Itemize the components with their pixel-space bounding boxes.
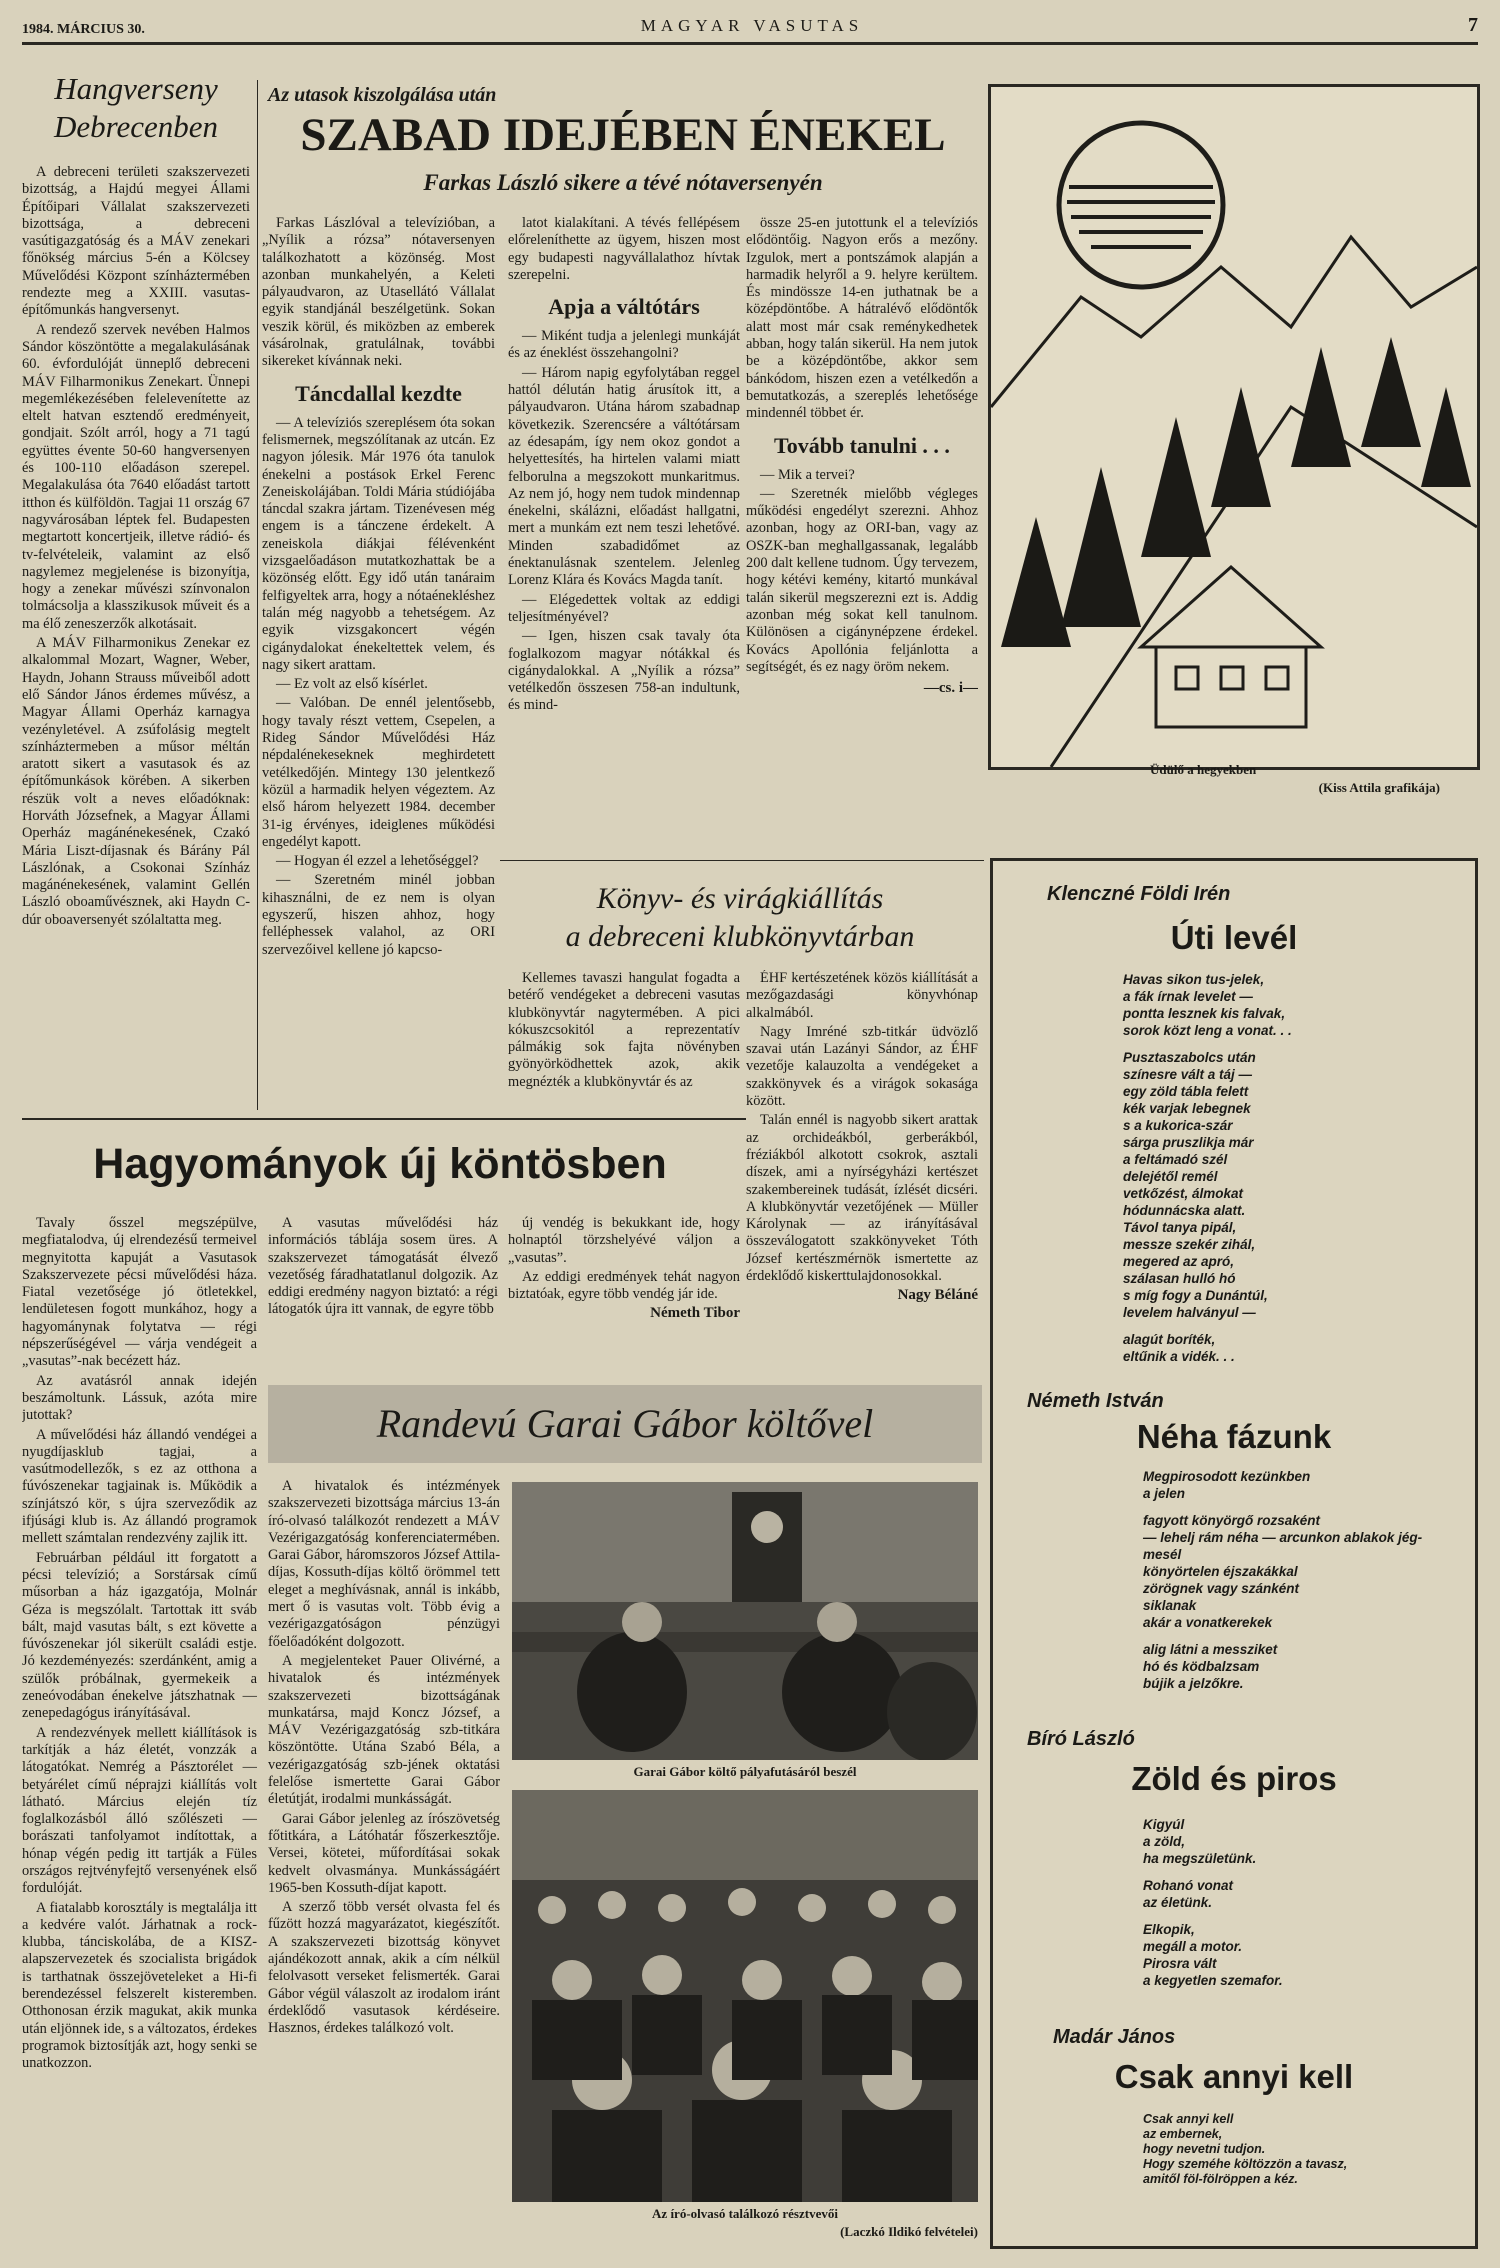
stanza <box>1123 971 1453 1039</box>
poem-line: az embernek, <box>1143 2127 1223 2141</box>
issue-date: 1984. MÁRCIUS 30. <box>22 22 145 37</box>
books-title <box>500 880 980 956</box>
poem-line: delejétől remél <box>1123 1169 1218 1184</box>
paragraph: — Szeretném minél jobban kihasználni, de ez nem is olyan egyszerű, hiszen ahhoz, hogy felléphessek valahol, az ORI szervezőivel kellene jó kapcso- <box>262 872 495 958</box>
paragraph: — Valóban. De ennél jelentősebb, hogy tavaly részt vettem, Csepelen, a Rideg Sándor Művelődési Ház népdalénekeseknek meghirdetett vetélkedőjén. Mintegy 130 jelentkező közül a harmadik helyen végeztem. Az első három helyezett 1984. december 31-ig érvényes, ideiglenes működési engedélyt kapott. <box>262 695 495 850</box>
section-rule-2 <box>500 860 984 861</box>
poem-line: s míg fogy a Dunántúl, <box>1123 1288 1268 1303</box>
poem-line: Megpirosodott kezünkben <box>1143 1469 1311 1484</box>
tradition-signature: Németh Tibor <box>650 1305 740 1322</box>
poem-line: Hogy szeméhe költözzön a tavasz, <box>1143 2157 1348 2171</box>
concert-title-line2: Debrecenben <box>53 109 219 144</box>
column-rule <box>257 80 258 1110</box>
tradition-column-2 <box>268 1215 498 1365</box>
poem-line: fagyott könyörgő rozsaként <box>1143 1513 1321 1528</box>
poem-body <box>1143 2112 1463 2187</box>
poem-line: színesre vált a táj — <box>1123 1067 1253 1082</box>
tree <box>1361 337 1421 447</box>
poem-title: Néha fázunk <box>1136 1418 1332 1455</box>
paragraph: Talán ennél is nagyobb sikert arattak az orchideákból, gerberákból, fréziákból alkotott csokrok, asztali díszek, ami a nyírségyházi kertészet szakembereinek tudását, ízlését dicséri. A klubkönyvtár vezetőjének — Müller Károlynak — az irányításával összeválogatott szakkönyveket Tóth József kertészmérnök ismertette az érdeklődő kiskerttulajdonosokkal. <box>746 1112 978 1285</box>
paragraph: Nagy Imréné szb-titkár üdvözlő szavai után Lazányi Sándor, az ÉHF vezetője kalauzolta a vendégeket a szakkönyvek és a virágok sokasága között. <box>746 1023 978 1110</box>
paragraph: — Igen, hiszen csak tavaly óta foglalkozom magyar nótákkal és cigánydalokkal. A „Nyílik a rózsa” vetélkedőn összesen 758-an indultunk, és mind- <box>508 628 740 714</box>
poem-author: Klenczné Földi Irén <box>1047 883 1231 905</box>
poem-line: ha megszületünk. <box>1143 1851 1257 1866</box>
stanza <box>1123 1049 1453 1321</box>
paragraph: ÉHF kertészetének közös kiállítását a mezőgazdasági könyvhónap alkalmából. <box>746 970 978 1021</box>
randevu-banner <box>268 1385 982 1463</box>
poem-line: levelem halványul — <box>1123 1305 1256 1320</box>
poem-box-2 <box>990 1378 1478 1711</box>
lead-signature: —cs. i— <box>923 680 978 697</box>
poem-line: amitől föl-fölröppen a kéz. <box>1143 2172 1298 2186</box>
lead-column-2 <box>508 215 740 840</box>
poem-line: zörögnek vagy szánként <box>1143 1581 1300 1596</box>
photo2-caption: Az író-olvasó találkozó résztvevői <box>652 2206 838 2221</box>
paragraph: — Miként tudja a jelenlegi munkáját és az éneklést összehangolni? <box>508 328 740 362</box>
randevu-text <box>268 1478 500 2258</box>
paragraph: A MÁV Filharmonikus Zenekar ez alkalommal Mozart, Wagner, Weber, Haydn, Johann Strauss műveiből adott elő Sándor János érdemes művész, a Magyar Állami Operház karnagya vezényletével. A zsúfolásig megtelt színháztermeben a műsor méltán aratott sikert a vasutasok és az építőmunkások körében. A sikerben részük volt a neves előadóknak: Horváth Józsefnek, a Magyar Állami Operház magánénekesének, Czakó Mária Liszt-díjasnak és Bárány Pál Lászlónak, a Csokonai Színház magánénekesének, valamint Gellén László oboaművésznek, aki Haydn C-dúr oboaversenyét szólaltatta meg. <box>22 635 250 928</box>
poem-line: Pirosra vált <box>1143 1956 1217 1971</box>
books-signature: Nagy Béláné <box>897 1287 978 1304</box>
poem-line: hogy nevetni tudjon. <box>1143 2142 1266 2156</box>
poem-line: megered az apró, <box>1123 1254 1235 1269</box>
mountain-line <box>991 237 1477 407</box>
books-column-1 <box>508 970 740 1110</box>
paragraph: A vasutas művelődési ház információs táblája sosem üres. A szakszervezet támogatását élvező vezetőség fáradhatatlanul dolgozik. Az eddigi eredmény nagyon biztató: a régi látogatók újra itt vannak, de egyre több <box>268 1215 498 1318</box>
paragraph: — A televíziós szereplésem óta sokan felismernek, megszólítanak az utcán. Ez nagyon jólesik. Már 1976 óta tanulok énekelni a postások Erkel Ferenc Zeneiskolájában. Toldi Mária stúdiójába táncdal szakra jártam. Tizenévesen még engem is a tánczene érdekelt. A zeneiskola diákjai félévenként vizsgaelőadáson mutatkozhattak be a közönség előtt. Egy idő után tanáraim felfigyeltek arra, hogy a nótaénekléshez talán még nagyobb a tehetségem. Az egyik vizsgakoncert végén cigánydalokat énekeltettek velem, és nagy sikert arattam. <box>262 414 495 673</box>
tradition-column-1 <box>22 1215 257 2255</box>
stanza <box>1143 1468 1463 1502</box>
paragraph: A rendezvények mellett kiállítások is tarkítják a ház életét, vonzzák a látogatókat. Nemrég a Pásztorélet — betyárélet című néprajzi kiállítás volt látható. Március elején tíz foglalkozásból álló szőlészeti — borászati tanfolyamot indítottak, a hónap végén pedig itt tartják a Füles országos rejtvényfejtő versenyének első fordulóját. <box>22 1724 257 1897</box>
tradition-title: Hagyományok új köntösben <box>93 1140 667 1188</box>
poem-line: alig látni a messziket <box>1143 1642 1278 1657</box>
tree <box>1061 467 1141 627</box>
paragraph: — Szeretnék mielőbb végleges működési engedélyt szerezni. Ahhoz azonban, hogy az ORI-ban, vagy az OSZK-ban meghallgassanak, legalább 200 dalt kellene tudnom. Úgy tervezem, hogy kétévi kemény, kitartó munkával talán sikerül megszerezni ezt is. Addig azonban még sokat kell tanulnom. Különösen a cigánynépzene érdekel. Kovács Apollónia feljánlotta a segítségét, és ez nagy öröm nekem. <box>746 485 978 675</box>
photo-garai-speaking <box>512 1482 978 1760</box>
page-header <box>22 10 1478 42</box>
poem-line: Rohanó vonat <box>1143 1878 1233 1893</box>
poem-line: mesél <box>1143 1547 1182 1562</box>
poem-line: az életünk. <box>1143 1895 1213 1910</box>
poem-author: Bíró László <box>1027 1728 1135 1750</box>
poem-line: alagút boríték, <box>1123 1332 1216 1347</box>
paragraph: Farkas Lászlóval a televízióban, a „Nyílik a rózsa” nótaversenyen találkozhatott a közönség. Most azonban munkahelyén, a Keleti pályaudvaron, az Utasellátó Vállalat egyik standjánál beszélgetünk. Sokan veszik körül, és miközben az emberek vásárolnak, gratulálnak, további sikereket kívánnak neki. <box>262 215 495 370</box>
lead-kicker: Az utasok kiszolgálása után <box>268 84 497 106</box>
poem-line: sorok közt leng a vonat. . . <box>1123 1023 1292 1038</box>
paragraph: — Hogyan él ezzel a lehetőséggel? <box>276 853 479 870</box>
paragraph: — Ez volt az első kísérlet. <box>276 676 428 693</box>
paragraph: latot kialakítani. A tévés fellépésem előreleníthette az ügyem, hiszen most egy budapesti nagyvállalathoz hívtak szerepelni. <box>508 215 740 283</box>
paragraph: — Mik a tervei? <box>760 466 855 483</box>
poem-line: vetkőzést, álmokat <box>1123 1186 1244 1201</box>
poem-line: Havas sikon tus-jelek, <box>1123 972 1265 987</box>
paragraph: össze 25-en jutottunk el a televíziós elődöntőig. Nagyon erős a mezőny. Izgulok, mert a pontszámok alapján a harmadik helyről a 9. helyre kerültem. És mindössze 14-en juthatnak be a középdöntőbe. A hátralévő elődöntők alatt most már csak reménykedhetek abban, hogy talán sikerül. Ha nem jutok be a középdöntőbe, akkor sem bánkódom, hiszen ezen a vetélkedőn a bemutatkozás, a szereplés lehetősége mindennél többet ér. <box>746 215 978 422</box>
stanza <box>1143 1877 1443 1911</box>
concert-title <box>22 70 250 146</box>
poem-line: a fák írnak levelet — <box>1123 989 1253 1004</box>
poem-line: a jelen <box>1143 1486 1186 1501</box>
poem-title: Úti levél <box>1170 919 1298 956</box>
poem-line: Pusztaszabolcs után <box>1123 1050 1256 1065</box>
poem-line: könyörtelen éjszakákkal <box>1143 1564 1298 1579</box>
poem-title: Zöld és piros <box>1131 1760 1337 1797</box>
poem-box-4 <box>990 2008 1478 2249</box>
sun-drawing <box>1059 123 1223 287</box>
illustration-caption: Üdülő a hegyekben <box>1150 762 1257 777</box>
paragraph: Az eddigi eredmények tehát nagyon biztatóak, egyre több vendég jár ide. <box>508 1268 740 1303</box>
books-title-line2: a debreceni klubkönyvtárban <box>565 920 915 953</box>
lead-column-3 <box>746 215 978 855</box>
poem-line: hó és ködbalzsam <box>1143 1659 1260 1674</box>
paragraph: Garai Gábor jelenleg az írószövetség főtitkára, a Látóhatár főszerkesztője. Versei, kötetei, műfordításai sokak kedvelt olvasmánya. Munkásságáért 1965-ben Kossuth-díjat kapott. <box>268 1810 500 1896</box>
lead-subtitle: Farkas László sikere a tévé nótaversenyén <box>423 170 823 195</box>
photo-audience <box>512 1790 978 2202</box>
paragraph: A debreceni területi szakszervezeti bizottság, a Hajdú megyei Állami Építőipari Vállalat szakszervezeti bizottsága, a debreceni vasútigazgatóság és a MÁV zenekari főnökség március 5-én a Kölcsey Művelődési Központ színháztermében rendezte meg a XXIII. vasutas-építőmunkás hangversenyt. <box>22 164 250 319</box>
poem-line: a feltámadó szél <box>1123 1152 1228 1167</box>
randevu-title: Randevú Garai Gábor költővel <box>376 1401 874 1446</box>
poem-line: hódunnácska alatt. <box>1123 1203 1246 1218</box>
paragraph: Tavaly ősszel megszépülve, megfiatalodva, új elrendezésű termeivel megnyitotta kapuját a Vasutasok Szakszervezete pécsi művelődési háza. Fiatal vezetősége jó ötletekkel, lendületesen fogott munkához, hogy a hagyománynak folytatva — régi népszerűségével — várja vendégeit a „vasutas”-nak becézett ház. <box>22 1215 257 1370</box>
stanza <box>1143 1816 1443 1867</box>
poem-line: Elkopik, <box>1143 1922 1195 1937</box>
poem-line: megáll a motor. <box>1143 1939 1243 1954</box>
header-rule <box>22 42 1478 45</box>
poem-line: sárga pruszlikja már <box>1123 1135 1254 1150</box>
tree <box>1291 347 1351 467</box>
paragraph: A művelődési ház állandó vendégei a nyugdíjasklub tagjai, a vasútmodellezők, s ez az otthona a fúvószenekar tagjainak is. Működik a színjátszó kör, s újra szerveződik az ifjúsági klub is. Az állandó programok mellett számtalan rendezvény zajlik itt. <box>22 1426 257 1547</box>
subhead: Tovább tanulni . . . <box>774 432 950 458</box>
tradition-column-3 <box>508 1215 740 1345</box>
paragraph: — Elégedettek voltak az eddigi teljesítményével? <box>508 591 740 625</box>
poem-line: messze szekér zihál, <box>1123 1237 1256 1252</box>
stanza <box>1143 2112 1463 2187</box>
hatching <box>1067 187 1215 247</box>
poem-line: a zöld, <box>1143 1834 1186 1849</box>
paragraph: A hivatalok és intézmények szakszervezeti bizottsága március 13-án író-olvasó találkozót rendezett a MÁV Vezérigazgatóság konferenciatermében. Garai Gábor, háromszoros József Attila-díjas, Kossuth-díjas költő örömmel tett eleget a meghívásnak, annál is inkább, mert ő is vasutas volt. Több évig a vezérigazgatóságon pénzügyi főelőadóként dolgozott. <box>268 1478 500 1650</box>
poem-author: Németh István <box>1027 1390 1164 1412</box>
books-column-2 <box>746 970 978 1305</box>
tree <box>1141 417 1211 557</box>
subhead: Táncdallal kezdte <box>295 380 462 406</box>
poem-line: egy zöld tábla felett <box>1123 1084 1249 1099</box>
stanza <box>1143 1512 1463 1631</box>
poem-line: eltűnik a vidék. . . <box>1123 1349 1235 1364</box>
paragraph: A fiatalabb korosztály is megtalálja itt a kedvére valót. Járhatnak a rock-klubba, tánciskolába, de a KISZ-alapszervezetek és szocialista brigádok is tarthatnak összejöveteleket a Hi-fi berendezéssel felszerelt kisteremben. Otthonosan érzik magukat, akik munka után eljönnek ide, s a változatos, érdekes programok biztosítják azt, hogy senki se unatkozzon. <box>22 1899 257 2072</box>
paragraph: Az avatásról annak idején beszámoltunk. Lássuk, azóta mire jutottak? <box>22 1372 257 1424</box>
poem-line: akár a vonatkerekek <box>1143 1615 1273 1630</box>
poem-line: Csak annyi kell <box>1143 2112 1234 2126</box>
illustration-frame <box>988 84 1480 770</box>
poem-title: Csak annyi kell <box>1114 2058 1354 2095</box>
stanza <box>1123 1331 1453 1365</box>
photo1-caption: Garai Gábor költő pályafutásáról beszél <box>633 1764 857 1779</box>
poem-line: s a kukorica-szár <box>1123 1118 1233 1133</box>
lead-column-1 <box>262 215 495 1115</box>
paragraph: A megjelenteket Pauer Olivérné, a hivatalok és intézmények szakszervezeti bizottságának munkatársa, majd Koncz József, a MÁV Vezérigazgatóság szb-titkára köszöntötte. Utána Szabó Béla, a vezérigazgatóság szb-jének oktatási felelőse ismertette Garai Gábor életútját, irodalmi munkásságát. <box>268 1652 500 1808</box>
poem-box-3 <box>990 1708 1478 2011</box>
tree <box>1001 517 1071 647</box>
poem-box-1 <box>990 858 1478 1384</box>
poem-line: szálasan hulló hó <box>1123 1271 1236 1286</box>
tree <box>1211 387 1271 507</box>
lead-title: SZABAD IDEJÉBEN ÉNEKEL <box>300 109 946 161</box>
section-rule <box>22 1118 746 1120</box>
poem-body <box>1123 971 1453 1365</box>
poem-line: bújik a jelzőkre. <box>1143 1676 1244 1691</box>
poem-line: a kegyetlen szemafor. <box>1143 1973 1283 1988</box>
page-number: 7 <box>1468 14 1478 36</box>
stanza <box>1143 1641 1463 1692</box>
mountain-drawing <box>991 87 1477 767</box>
paragraph: A szerző több versét olvasta fel és fűzött hozzá magyarázatot, kiegészítőt. A szakszervezeti bizottság könyvet ajándékozott annak, akik a cím nélkül felolvasott verseket felismerték. Garai Gábor végül válaszolt az irodalom iránt érdeklődő vasutasok kérdéseire. Hasznos, érdekes találkozó volt. <box>268 1899 500 2037</box>
paragraph: A rendező szervek nevében Halmos Sándor köszöntötte a megalakulásának 60. évfordulóját ünneplő debreceni MÁV Filharmonikus Zenekart. Ünnepi megemlékezésében felelevenítette az eltelt hatvan esztendő eredményeit, gondjait. Szólt arról, hogy a 71 tagú együttes évente 50-60 hangversenyen és 100-110 előadáson szerepel. Megalakulása óta 7640 előadást tartott itthon és külföldön. Tagjai 11 ország 67 nagyvárosában léptek fel. Budapesten megtartott koncertjeik, illetve rádió- és tv-felvételeik, valamint az első nagylemez megjelenése is bizonyítja, hogy a zenekar művészi színvonalon tolmácsolja a klasszikusok műveit és a ma élő zeneszerzők alkotásait. <box>22 321 250 632</box>
poem-line: — lehelj rám néha — arcunkon ablakok jég- <box>1143 1530 1423 1545</box>
illustration-credit: (Kiss Attila grafikája) <box>1318 780 1440 795</box>
books-title-line1: Könyv- és virágkiállítás <box>596 882 884 915</box>
concert-title-line1: Hangverseny <box>54 71 218 106</box>
subhead: Apja a váltótárs <box>548 294 700 320</box>
poem-author: Madár János <box>1053 2026 1176 2048</box>
poem-body <box>1143 1816 1443 1989</box>
photo2-credit: (Laczkó Ildikó felvételei) <box>840 2224 978 2239</box>
tree <box>1421 387 1471 487</box>
poem-line: pontta lesznek kis falvak, <box>1123 1006 1286 1021</box>
poem-line: kék varjak lebegnek <box>1123 1101 1251 1116</box>
poem-body <box>1143 1468 1463 1692</box>
stanza <box>1143 1921 1443 1989</box>
concert-article <box>22 70 250 1115</box>
paragraph: Kellemes tavaszi hangulat fogadta a betérő vendégeket a debreceni vasutas klubkönyvtár nagytermében. A pici kókuszcsokitól a reprezentatív pálmákig sok fajta növényben gyönyörködhettek azok, akik megnézték a klubkönyvtár és az <box>508 970 740 1090</box>
paragraph: Februárban például itt forgatott a pécsi televízió; a Sorstársak című műsorban a ház igazgatója, Molnár Géza is megszólalt. Tartottak itt sváb bált, majd vasutas bált, s ezt követte a fúvószenekar jól sikerült családi estje. Jó kezdeményezés: szerdánként, amig a szülők próbálnak, gyermekeik a zeneóvodában énekelve játszhatnak — zenepedagógus irányításával. <box>22 1549 257 1722</box>
poem-line: Kigyúl <box>1143 1817 1185 1832</box>
poem-line: Távol tanya pipál, <box>1123 1220 1237 1235</box>
paragraph: új vendég is bekukkant ide, hogy holnaptól törzshelyévé váljon a „vasutas”. <box>508 1215 740 1266</box>
paragraph: — Három napig egyfolytában reggel hattól délután hatig árusítok itt, a pályaudvaron. Utána három szabadnap következik. Szerencsére a váltótársam az édesapám, így nem okoz gondot a helyettesítés, ha hirtelen valami miatt felborulna a megszokott munkaritmus. Az nem jó, hogy nem tudok mindennap énekelni, skálázni, előadást hallgatni, mert a munkám ezt nem teszi lehetővé. Minden szabadidőmet az énektanulásnak szentelem. Jelenleg Lorenz Klára és Kovács Magda tanít. <box>508 364 740 589</box>
poem-line: siklanak <box>1143 1598 1197 1613</box>
paper-title: MAGYAR VASUTAS <box>640 16 864 35</box>
